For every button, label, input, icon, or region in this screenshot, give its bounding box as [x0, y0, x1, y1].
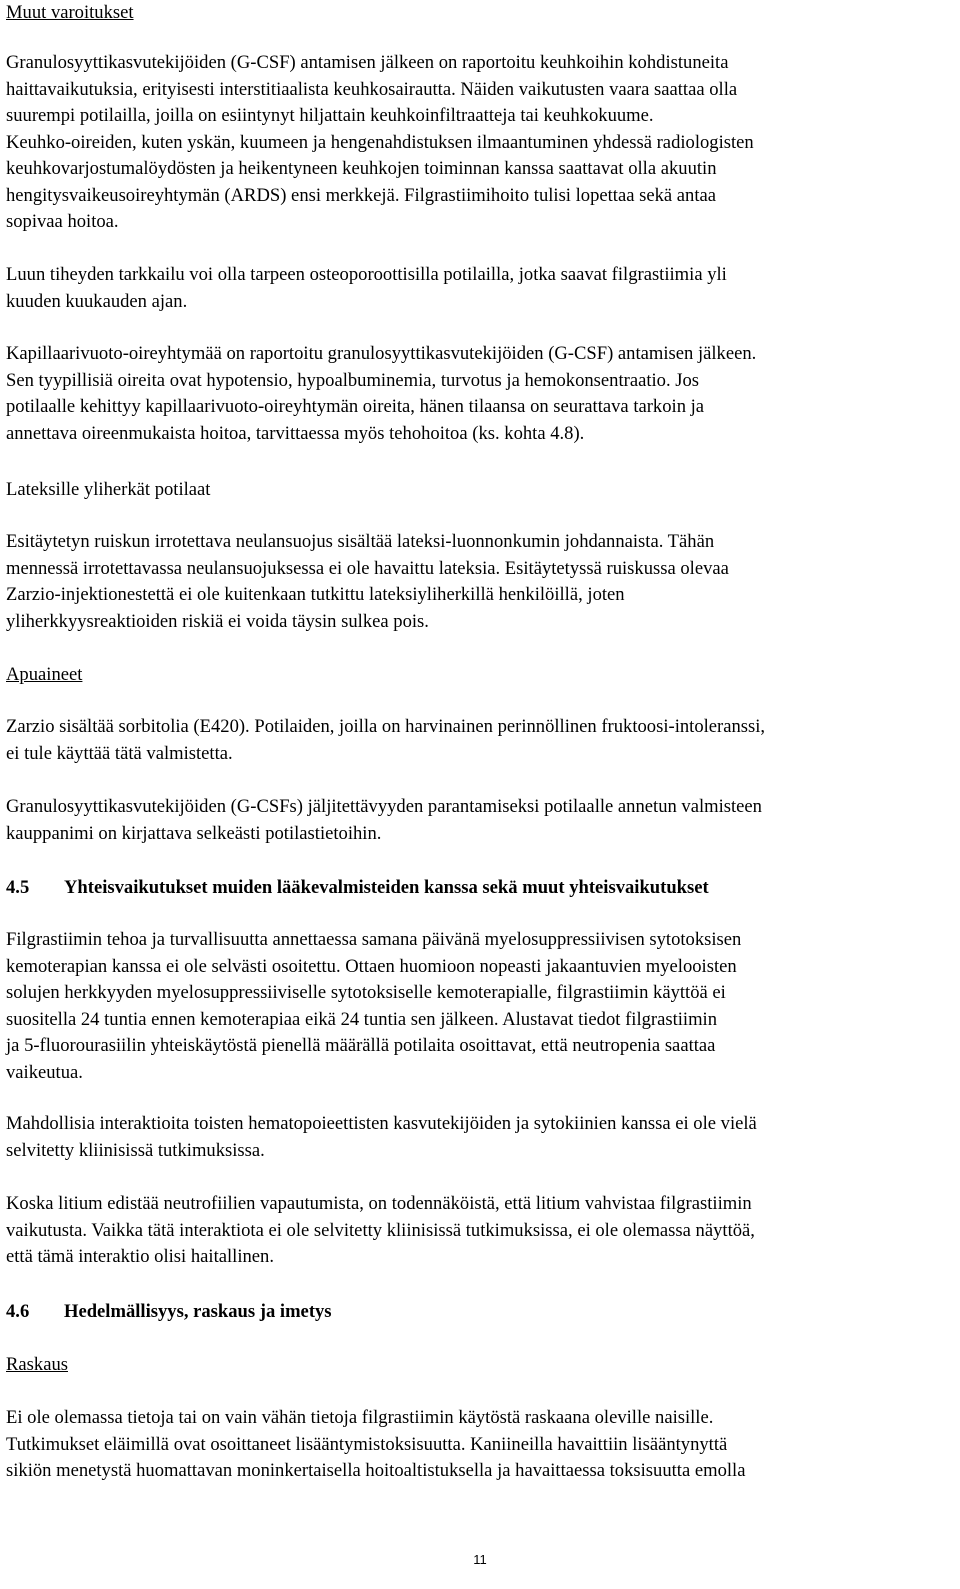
text-line: sikiön menetystä huomattavan moninkertaisella hoitoaltistuksella ja havaittaessa toksisuutta emolla: [6, 1460, 746, 1481]
text-line: ei tule käyttää tätä valmistetta.: [6, 742, 233, 764]
text-line: Tutkimukset eläimillä ovat osoittaneet lisääntymistoksisuutta. Kaniineilla havaittiin lisääntynyttä: [6, 1433, 728, 1455]
text-line: Zarzio-injektionestettä ei ole kuitenkaan tutkittu lateksiyliherkillä henkilöillä, joten: [6, 584, 625, 605]
paragraph-interaktiot: [6, 1111, 757, 1164]
heading-muut-varoitukset: Muut varoitukset: [6, 2, 134, 23]
text-line: että tämä interaktio olisi haitallinen.: [6, 1246, 274, 1267]
text-line: Sen tyypillisiä oireita ovat hypotensio, hypoalbuminemia, turvotus ja hemokonsentraatio. Jos: [6, 369, 700, 391]
heading-lateksi: Lateksille yliherkät potilaat: [6, 479, 211, 500]
text-line: annettava oireenmukaista hoitoa, tarvittaessa myös tehohoitoa (ks. kohta 4.8).: [6, 422, 585, 444]
text-line: selvitetty kliinisissä tutkimuksissa.: [6, 1139, 265, 1161]
text-line: potilaalle kehittyy kapillaarivuoto-oireyhtymän oireita, hänen tilaansa on seurattava tarkoin ja: [6, 396, 705, 417]
paragraph-jaljitettavyys: [6, 794, 762, 847]
paragraph-litium: [6, 1191, 755, 1271]
text-line: Esitäytetyn ruiskun irrotettava neulansuojus sisältää lateksi-luonnonkumin johdannaista. Tähän: [6, 531, 715, 552]
text-line: Kapillaarivuoto-oireyhtymää on raportoitu granulosyyttikasvutekijöiden (G-CSF) antamisen jälkeen.: [6, 343, 757, 364]
text-line: Keuhko-oireiden, kuten yskän, kuumeen ja hengenahdistuksen ilmaantuminen yhdessä radiologisten: [6, 131, 754, 153]
text-line: Zarzio sisältää sorbitolia (E420). Potilaiden, joilla on harvinainen perinnöllinen fruktoosi-intoleranssi,: [6, 716, 766, 737]
section-heading-4-5: [6, 875, 709, 902]
text-line: Granulosyyttikasvutekijöiden (G-CSF) antamisen jälkeen on raportoitu keuhkoihin kohdistuneita: [6, 52, 729, 73]
text-line: Luun tiheyden tarkkailu voi olla tarpeen osteoporoottisilla potilailla, jotka saavat filgrastiimia yli: [6, 264, 727, 285]
section-number: 4.6: [6, 1301, 30, 1322]
text-line: keuhkovarjostumalöydösten ja heikentyneen keuhkojen toiminnan kanssa saattavat olla akuutin: [6, 158, 717, 179]
paragraph-keuhko: [6, 50, 754, 236]
text-line: vaikutusta. Vaikka tätä interaktiota ei ole selvitetty kliinisissä tutkimuksissa, ei ole olemassa näyttöä,: [6, 1219, 755, 1241]
section-number: 4.5: [6, 877, 30, 898]
paragraph-raskaus: [6, 1405, 745, 1485]
text-line: kauppanimi on kirjattava selkeästi potilastietoihin.: [6, 822, 382, 844]
paragraph-luun-tiheys: [6, 262, 727, 315]
text-line: ja 5-fluorourasiilin yhteiskäytöstä pienellä määrällä potilaita osoittavat, että neutropenia saattaa: [6, 1035, 716, 1056]
text-line: Ei ole olemassa tietoja tai on vain vähän tietoja filgrastiimin käytöstä raskaana oleville naisille.: [6, 1407, 714, 1428]
text-line: yliherkkyysreaktioiden riskiä ei voida täysin sulkea pois.: [6, 610, 429, 632]
section-title: Hedelmällisyys, raskaus ja imetys: [64, 1301, 332, 1322]
text-line: Filgrastiimin tehoa ja turvallisuutta annettaessa samana päivänä myelosuppressiivisen sytotoksisen: [6, 929, 742, 950]
heading-raskaus: Raskaus: [6, 1354, 68, 1375]
text-line: sopivaa hoitoa.: [6, 211, 119, 232]
paragraph-kapillaarivuoto: [6, 341, 756, 447]
text-line: kuuden kuukauden ajan.: [6, 290, 188, 312]
text-line: vaikeutua.: [6, 1061, 83, 1083]
section-title: Yhteisvaikutukset muiden lääkevalmisteiden kanssa sekä muut yhteisvaikutukset: [64, 877, 709, 898]
text-line: suurempi potilailla, joilla on esiintynyt hiljattain keuhkoinfiltraatteja tai keuhkokuume.: [6, 105, 654, 126]
text-line: hengitysvaikeusoireyhtymän (ARDS) ensi merkkejä. Filgrastiimihoito tulisi lopettaa sekä antaa: [6, 184, 717, 206]
paragraph-tehokkuus: [6, 927, 741, 1086]
text-line: solujen herkkyyden myelosuppressiiviselle sytotoksiselle kemoterapialle, filgrastiimin käyttöä ei: [6, 982, 726, 1003]
section-heading-4-6: [6, 1299, 332, 1326]
text-line: kemoterapian kanssa ei ole selvästi osoitettu. Ottaen huomioon nopeasti jakaantuvien myelooisten: [6, 955, 737, 977]
paragraph-lateksi: [6, 529, 729, 635]
text-line: Granulosyyttikasvutekijöiden (G-CSFs) jäljitettävyyden parantamiseksi potilaalle annetun valmisteen: [6, 796, 762, 817]
page-number: 11: [473, 1552, 487, 1567]
paragraph-sorbitoli: [6, 714, 765, 767]
text-line: mennessä irrotettavassa neulansuojuksessa ei ole havaittu lateksia. Esitäytetyssä ruiskussa olevaa: [6, 557, 729, 579]
text-line: suositella 24 tuntia ennen kemoterapiaa eikä 24 tuntia sen jälkeen. Alustavat tiedot filgrastiimin: [6, 1008, 718, 1030]
text-line: Mahdollisia interaktioita toisten hematopoieettisten kasvutekijöiden ja sytokiinien kanssa ei ole vielä: [6, 1113, 757, 1134]
text-line: Koska litium edistää neutrofiilien vapautumista, on todennäköistä, että litium vahvistaa filgrastiimin: [6, 1193, 752, 1214]
text-line: haittavaikutuksia, erityisesti interstitiaalista keuhkosairautta. Näiden vaikutusten vaara saattaa olla: [6, 78, 738, 100]
heading-apuaineet: Apuaineet: [6, 664, 83, 685]
